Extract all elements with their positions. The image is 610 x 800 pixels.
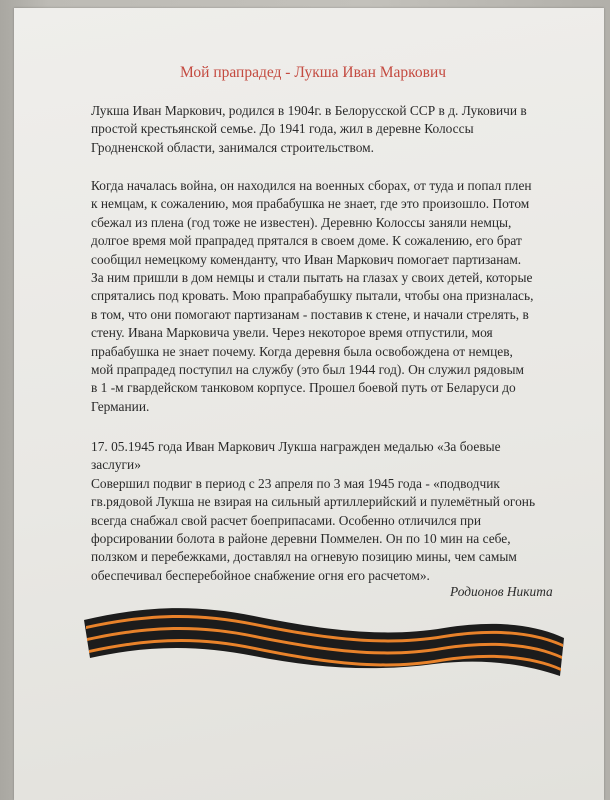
paragraph-birth — [91, 102, 569, 157]
text-line: Лукша Иван Маркович, родился в 1904г. в Белорусской ССР в д. Луковичи в — [91, 103, 527, 118]
text-line: сбежал из плена (год тоже не известен). Деревню Колоссы заняли немцы, — [91, 214, 512, 230]
text-line: ползком и перебежками, доставлял на огневую позицию мины, чем самым — [91, 549, 517, 565]
text-line: За ним пришли в дом немцы и стали пытать на глазах у своих детей, которые — [91, 270, 533, 286]
text-line: стену. Ивана Марковича увели. Через некоторое время отпустили, моя — [91, 325, 493, 341]
text-line: Гродненской области, занимался строительством. — [91, 139, 374, 155]
text-line: обеспечивал бесперебойное снабжение огня его расчетом». — [91, 567, 430, 583]
text-line: в том, что они помогают партизанам - поставив к стене, и начали стрелять, в — [91, 306, 529, 322]
text-line: заслуги» — [91, 457, 141, 473]
text-line: Совершил подвиг в период с 23 апреля по 3 мая 1945 года - «подводчик — [91, 475, 500, 491]
text-line: Когда началась война, он находился на военных сборах, от туда и попал плен — [91, 178, 532, 193]
text-line: спрятались под кровать. Мою прапрабабушку пытали, чтобы она призналась, — [91, 288, 534, 304]
text-line: в 1 -м гвардейском танковом корпусе. Прошел боевой путь от Беларуси до — [91, 380, 516, 396]
st-george-ribbon-icon — [84, 598, 564, 676]
paragraph-war — [91, 177, 569, 416]
text-line: Германии. — [91, 398, 150, 414]
text-line: прабабушка не знает почему. Когда деревня была освобождена от немцев, — [91, 343, 513, 359]
text-line: всегда снабжал свой расчет боеприпасами. Особенно отличился при — [91, 512, 482, 528]
text-line: форсировании болота в районе деревни Поммелен. Он по 10 мин на себе, — [91, 531, 511, 547]
author-signature: Родионов Никита — [450, 584, 553, 599]
text-line: 17. 05.1945 года Иван Маркович Лукша награжден медалью «За боевые — [91, 439, 501, 454]
paragraph-award — [91, 438, 569, 585]
text-line: гв.рядовой Лукша не взирая на сильный артиллерийский и пулемётный огонь — [91, 494, 536, 510]
text-line: долгое время мой прапрадед прятался в своем доме. К сожалению, его брат — [91, 233, 522, 249]
document-title: Мой прапрадед - Лукша Иван Маркович — [180, 64, 447, 81]
text-line: мой прапрадед поступил на службу (это был 1944 год). Он служил рядовым — [91, 362, 525, 378]
text-line: простой крестьянской семье. До 1941 года, жил в деревне Колоссы — [91, 121, 474, 137]
text-line: сообщил немецкому коменданту, что Иван Маркович помогает партизанам. — [91, 251, 522, 267]
text-line: к немцам, к сожалению, моя прабабушка не знает, где это произошло. Потом — [91, 196, 530, 212]
